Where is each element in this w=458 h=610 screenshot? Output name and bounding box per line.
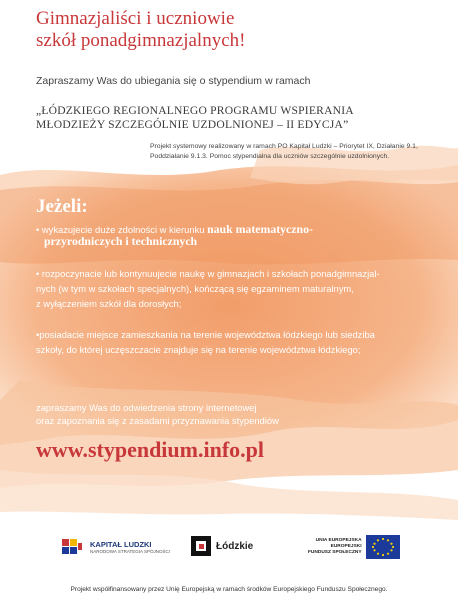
project-info-line-1: Projekt systemowy realizowany w ramach PO Kapitał Ludzki – Priorytet IX, Działanie 9.1, — [150, 143, 418, 150]
eu-line-2: EUROPEJSKI — [330, 544, 362, 549]
eu-line-1: UNIA EUROPEJSKA — [315, 538, 362, 543]
intro-text: Zapraszamy Was do ubiegania się o stypendium w ramach — [36, 75, 311, 87]
eu-line-3: FUNDUSZ SPOŁECZNY — [308, 550, 362, 555]
program-name — [36, 104, 436, 132]
footer-note: Projekt współfinansowany przez Unię Europejską w ramach środków Europejskiego Funduszu Społecznego. — [70, 586, 388, 593]
kapital-ludzki-logo — [60, 535, 170, 559]
bullet-2-line-2: nych (w tym w szkołach specjalnych), kończącą się egzaminem maturalnym, — [36, 283, 354, 294]
logo-strip — [0, 535, 458, 575]
bullet-2-line-1: • rozpoczynacie lub kontynuujecie naukę w gimnazjach i szkołach ponadgimnazjal- — [36, 268, 380, 279]
kapital-ludzki-emblem-icon — [60, 535, 84, 559]
visit-line-2: oraz zapoznania się z zasadami przyznawania stypendiów — [36, 415, 279, 426]
bullet-3-line-2: szkoły, do której uczęszczacie znajduje się na terenie województwa łódzkiego; — [36, 344, 361, 355]
bullet-1-highlight-2: przyrodniczych i technicznych — [44, 234, 198, 248]
lodzkie-emblem-icon — [190, 535, 212, 557]
eu-logo — [308, 535, 400, 559]
visit-invitation — [36, 401, 279, 427]
title-line-2: szkół ponadgimnazjalnych! — [36, 30, 246, 51]
eu-text — [308, 538, 362, 556]
visit-line-1: zapraszamy Was do odwiedzenia strony internetowej — [36, 402, 257, 413]
website-url[interactable]: www.stypendium.info.pl — [36, 437, 265, 462]
kapital-ludzki-name: KAPITAŁ LUDZKI — [90, 540, 152, 549]
program-line-2: MŁODZIEŻY SZCZEGÓLNIE UZDOLNIONEJ – II EDYCJA” — [36, 118, 349, 131]
project-info — [150, 142, 418, 161]
conditions-heading: Jeżeli: — [36, 196, 88, 217]
project-info-line-2: Poddziałanie 9.1.3. Pomoc stypendialna dla uczniów szczególnie uzdolnionych. — [150, 152, 390, 160]
program-line-1: „ŁÓDZKIEGO REGIONALNEGO PROGRAMU WSPIERANIA — [36, 104, 354, 117]
bullet-1-highlight: nauk matematyczno- — [207, 222, 313, 236]
kapital-ludzki-subtitle: NARODOWA STRATEGIA SPÓJNOŚCI — [90, 549, 171, 554]
bullet-3-line-1: •posiadacie miejsce zamieszkania na terenie województwa łódzkiego lub siedziba — [36, 329, 375, 340]
bullet-1-prefix: • wykazujecie duże zdolności w kierunku — [36, 224, 208, 235]
page-title — [36, 8, 245, 52]
condition-bullet-3 — [36, 327, 375, 357]
lodzkie-name: Łódzkie — [216, 540, 254, 552]
eu-flag-icon — [366, 535, 400, 559]
lodzkie-logo — [190, 535, 253, 557]
title-line-1: Gimnazjaliści i uczniowie — [36, 8, 235, 29]
condition-bullet-2 — [36, 266, 380, 311]
bullet-2-line-3: z wyłączeniem szkół dla dorosłych; — [36, 298, 182, 309]
